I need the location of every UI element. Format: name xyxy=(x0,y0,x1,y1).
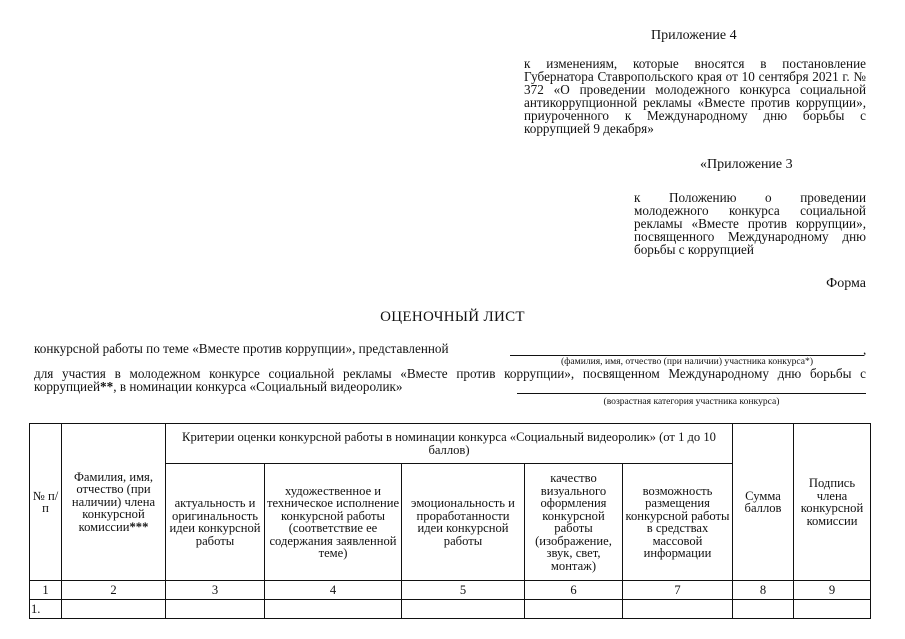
header-signature: Подпись члена конкурсной комиссии xyxy=(794,424,871,581)
age-category-caption: (возрастная категория участника конкурса) xyxy=(603,396,780,407)
criterion-execution: художественное и техническое исполнение конкурсной работы (соответствие ее содержания заявленной теме) xyxy=(265,464,402,581)
row-number: 1. xyxy=(30,600,62,619)
header-member-name-text: Фамилия, имя, отчество (при наличии) члена конкурсной комиссии xyxy=(71,469,156,534)
index-cell: 3 xyxy=(166,581,265,600)
intro-line2-text: для участия в молодежном конкурсе социальной рекламы «Вместе против коррупции», посвященном Международному дню борьбы с коррупцией xyxy=(34,366,866,394)
score-cell[interactable] xyxy=(623,600,733,619)
age-category-line[interactable] xyxy=(517,393,866,394)
index-cell: 4 xyxy=(265,581,402,600)
header-number: № п/п xyxy=(30,424,62,581)
score-cell[interactable] xyxy=(166,600,265,619)
index-cell: 9 xyxy=(794,581,871,600)
index-cell: 8 xyxy=(733,581,794,600)
sum-cell[interactable] xyxy=(733,600,794,619)
score-cell[interactable] xyxy=(265,600,402,619)
member-name-cell[interactable] xyxy=(62,600,166,619)
table-row xyxy=(30,600,871,619)
index-cell: 2 xyxy=(62,581,166,600)
regulation-text: к Положению о проведении молодежного конкурса социальной рекламы «Вместе против коррупции», посвященного Международному дню борьбы с коррупцией xyxy=(634,190,866,257)
criterion-emotionality: эмоциональность и проработанности идеи конкурсной работы xyxy=(402,464,525,581)
participant-name-caption: (фамилия, имя, отчество (при наличии) участника конкурса*) xyxy=(560,356,814,367)
footnote-marker-3: *** xyxy=(129,519,149,534)
criterion-relevance: актуальность и оригинальность идеи конкурсной работы xyxy=(166,464,265,581)
intro-paragraph xyxy=(34,367,866,393)
footnote-marker-2: ** xyxy=(100,379,114,394)
amendment-text: к изменениям, которые вносятся в постановление Губернатора Ставропольского края от 10 сентября 2021 г. № 372 «О проведении молодежного конкурса социальной антикоррупционной рекламы «Вместе против коррупции», приуроченного к Международному дню борьбы с коррупцией 9 декабря» xyxy=(524,56,866,136)
index-cell: 5 xyxy=(402,581,525,600)
index-row xyxy=(30,581,871,600)
intro-line2-tail: , в номинации конкурса «Социальный видеоролик» xyxy=(113,379,403,394)
index-cell: 7 xyxy=(623,581,733,600)
header-criteria: Критерии оценки конкурсной работы в номинации конкурса «Социальный видеоролик» (от 1 до 10 баллов) xyxy=(166,424,733,464)
criterion-visual-quality: качество визуального оформления конкурсной работы (изображение, звук, свет, монтаж) xyxy=(525,464,623,581)
index-cell: 6 xyxy=(525,581,623,600)
appendix-title: Приложение 4 xyxy=(651,28,737,43)
sheet-title: ОЦЕНОЧНЫЙ ЛИСТ xyxy=(380,309,525,325)
score-cell[interactable] xyxy=(525,600,623,619)
score-cell[interactable] xyxy=(402,600,525,619)
header-member-name xyxy=(62,424,166,581)
intro-line1: конкурсной работы по теме «Вместе против коррупции», представленной xyxy=(34,341,449,356)
criterion-media-placement: возможность размещения конкурсной работы в средствах массовой информации xyxy=(623,464,733,581)
index-cell: 1 xyxy=(30,581,62,600)
evaluation-table xyxy=(29,423,871,619)
header-sum: Сумма баллов xyxy=(733,424,794,581)
form-label: Форма xyxy=(826,276,866,291)
appendix3-title: «Приложение 3 xyxy=(700,157,793,172)
intro-comma: , xyxy=(863,342,867,357)
signature-cell[interactable] xyxy=(794,600,871,619)
